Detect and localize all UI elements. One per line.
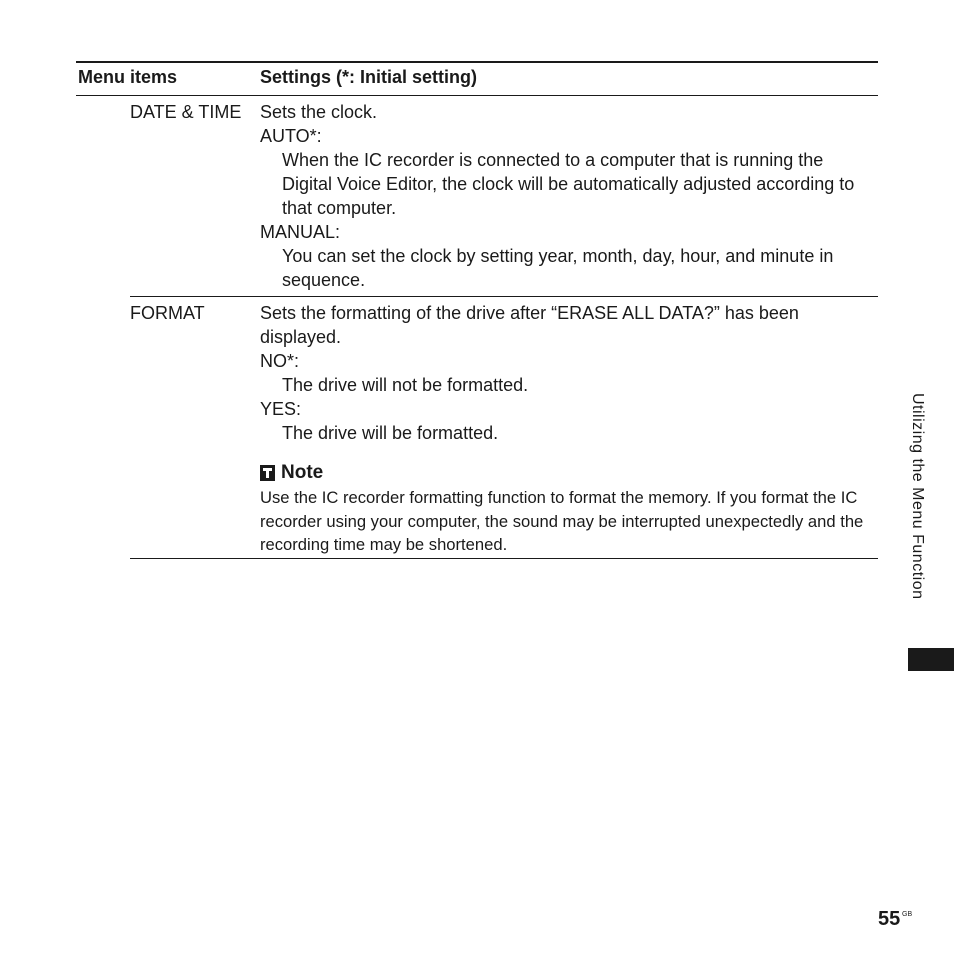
header-rule — [76, 95, 878, 96]
option-description: The drive will not be formatted. — [282, 375, 529, 395]
format-note — [260, 461, 872, 557]
setting-body — [260, 100, 872, 292]
header-settings: Settings (*: Initial setting) — [260, 67, 478, 87]
table-top-rule — [76, 61, 878, 63]
option-label: AUTO*: — [260, 126, 322, 146]
option-label: MANUAL: — [260, 222, 341, 242]
setting-body — [260, 301, 872, 445]
option-label: NO*: — [260, 351, 300, 371]
menu-item-label: DATE & TIME — [130, 102, 242, 122]
note-title: Note — [281, 462, 324, 483]
row-divider — [130, 296, 878, 297]
note-heading — [260, 461, 872, 485]
page-suffix: GB — [902, 911, 913, 918]
option-description: You can set the clock by setting year, month, day, hour, and minute in sequence. — [282, 246, 834, 290]
option-description: The drive will be formatted. — [282, 423, 499, 443]
setting-description: Sets the clock. — [260, 102, 378, 122]
header-menu-items: Menu items — [78, 67, 178, 87]
table-bottom-rule — [130, 558, 878, 559]
option-description: When the IC recorder is connected to a computer that is running the Digital Voice Editor, the clock will be automatically adjusted according to that computer. — [282, 150, 855, 218]
section-tab-marker — [908, 648, 954, 671]
setting-description: Sets the formatting of the drive after “ERASE ALL DATA?” has been displayed. — [260, 303, 799, 347]
page-number: 55 — [878, 908, 901, 930]
note-icon — [260, 465, 275, 481]
section-side-label: Utilizing the Menu Function — [909, 393, 926, 600]
menu-item-label: FORMAT — [130, 303, 205, 323]
option-label: YES: — [260, 399, 302, 419]
note-text: Use the IC recorder formatting function to format the memory. If you format the IC recorder using your computer, the sound may be interrupted unexpectedly and the recording time may be shortened. — [260, 488, 864, 554]
